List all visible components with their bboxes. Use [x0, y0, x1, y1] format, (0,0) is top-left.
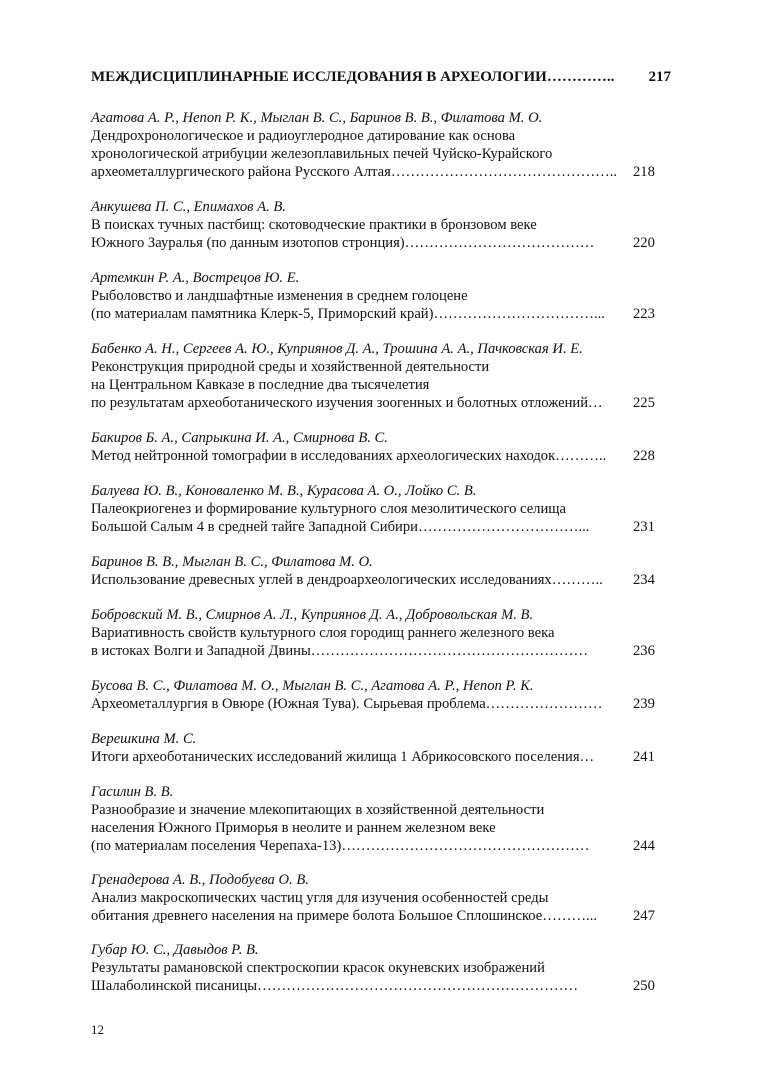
entry-title-line: Разнообразие и значение млекопитающих в хозяйственной деятельности [91, 802, 545, 818]
toc-entry [91, 606, 671, 660]
entry-title-line: археометаллургического района Русского Алтая……………………………………….. [91, 164, 618, 180]
entry-authors: Губар Ю. С., Давыдов Р. В. [91, 942, 259, 958]
entry-title-line: Метод нейтронной томографии в исследованиях археологических находок……….. [91, 448, 607, 464]
toc-entry [91, 269, 671, 323]
entry-page-number: 241 [633, 749, 655, 765]
toc-entry [91, 941, 671, 995]
entry-title-line: Результаты рамановской спектроскопии красок окуневских изображений [91, 960, 545, 976]
toc-entry [91, 482, 671, 536]
entry-authors: Анкушева П. С., Епимахов А. В. [91, 199, 286, 215]
entry-authors: Гасилин В. В. [91, 784, 174, 800]
entry-authors: Агатова А. Р., Непоп Р. К., Мыглан В. С., Баринов В. В., Филатова М. О. [91, 110, 543, 126]
entry-page-number: 244 [633, 838, 655, 854]
section-page-number: 217 [648, 69, 671, 85]
entry-authors: Артемкин Р. А., Вострецов Ю. Е. [91, 270, 300, 286]
entry-page-number: 250 [633, 978, 655, 994]
entry-page-number: 236 [633, 643, 655, 659]
entry-title-line: Анализ макроскопических частиц угля для изучения особенностей среды [91, 890, 549, 906]
entry-authors: Бусова В. С., Филатова М. О., Мыглан В. С., Агатова А. Р., Непоп Р. К. [91, 678, 534, 694]
entry-title-line: Большой Салым 4 в средней тайге Западной Сибири……………………………... [91, 519, 590, 535]
entry-title-line: по результатам археоботанического изучения зоогенных и болотных отложений… [91, 395, 603, 411]
entry-title-line: на Центральном Кавказе в последние два тысячелетия [91, 377, 430, 393]
entry-title-line: хронологической атрибуции железоплавильных печей Чуйско-Курайского [91, 146, 553, 162]
footer-page-number: 12 [91, 1022, 104, 1037]
entry-title-line: (по материалам памятника Клерк-5, Приморский край)……………………………... [91, 306, 605, 322]
toc-entry [91, 553, 671, 589]
entry-authors: Бакиров Б. А., Сапрыкина И. А., Смирнова В. С. [91, 430, 388, 446]
entry-page-number: 247 [633, 908, 655, 924]
entry-page-number: 223 [633, 306, 655, 322]
entry-title-line: населения Южного Приморья в неолите и раннем железном веке [91, 820, 496, 836]
entry-page-number: 220 [633, 235, 655, 251]
entry-title-line: Итоги археоботанических исследований жилища 1 Абрикосовского поселения… [91, 749, 595, 765]
entry-title-line: Южного Зауралья (по данным изотопов стронция)………………………………… [91, 235, 595, 251]
entry-page-number: 231 [633, 519, 655, 535]
toc-entry [91, 730, 671, 766]
entry-page-number: 239 [633, 696, 655, 712]
section-heading [91, 67, 671, 87]
entry-title-line: Палеокриогенез и формирование культурного слоя мезолитического селища [91, 501, 566, 517]
entry-title-line: Шалаболинской писаницы………………………………………………………… [91, 978, 579, 994]
toc-entry [91, 677, 671, 713]
entry-title-line: обитания древнего населения на примере болота Большое Сплошинское………... [91, 908, 597, 924]
toc-entry [91, 783, 671, 855]
entry-title-line: Реконструкция природной среды и хозяйственной деятельности [91, 359, 490, 375]
toc-entry [91, 109, 671, 181]
toc-entry [91, 429, 671, 465]
entry-page-number: 225 [633, 395, 655, 411]
entry-page-number: 234 [633, 572, 655, 588]
section-title: МЕЖДИСЦИПЛИНАРНЫЕ ИССЛЕДОВАНИЯ В АРХЕОЛОГИИ………….. [91, 69, 615, 85]
entry-title-line: Дендрохронологическое и радиоуглеродное датирование как основа [91, 128, 516, 144]
entry-authors: Баринов В. В., Мыглан В. С., Филатова М. О. [91, 554, 373, 570]
toc-entry [91, 871, 671, 925]
entry-title-line: Археометаллургия в Овюре (Южная Тува). Сырьевая проблема…………………… [91, 696, 603, 712]
entry-page-number: 218 [633, 164, 655, 180]
entry-title-line: В поисках тучных пастбищ: скотоводческие практики в бронзовом веке [91, 217, 537, 233]
entry-authors: Бабенко А. Н., Сергеев А. Ю., Куприянов Д. А., Трошина А. А., Пачковская И. Е. [91, 341, 583, 357]
entry-authors: Балуева Ю. В., Коноваленко М. В., Курасова А. О., Лойко С. В. [91, 483, 477, 499]
entry-page-number: 228 [633, 448, 655, 464]
toc-entry [91, 340, 671, 412]
entry-title-line: Использование древесных углей в дендроархеологических исследованиях……….. [91, 572, 603, 588]
entry-title-line: (по материалам поселения Черепаха-13)…………………………………………… [91, 838, 590, 854]
entry-authors: Верешкина М. С. [91, 731, 197, 747]
entry-title-line: в истоках Волги и Западной Двины………………………………………………… [91, 643, 589, 659]
entry-title-line: Рыболовство и ландшафтные изменения в среднем голоцене [91, 288, 468, 304]
entry-authors: Бобровский М. В., Смирнов А. Л., Куприянов Д. А., Добровольская М. В. [91, 607, 534, 623]
toc-entry [91, 198, 671, 252]
entry-authors: Гренадерова А. В., Подобуева О. В. [91, 872, 309, 888]
entry-title-line: Вариативность свойств культурного слоя городищ раннего железного века [91, 625, 555, 641]
